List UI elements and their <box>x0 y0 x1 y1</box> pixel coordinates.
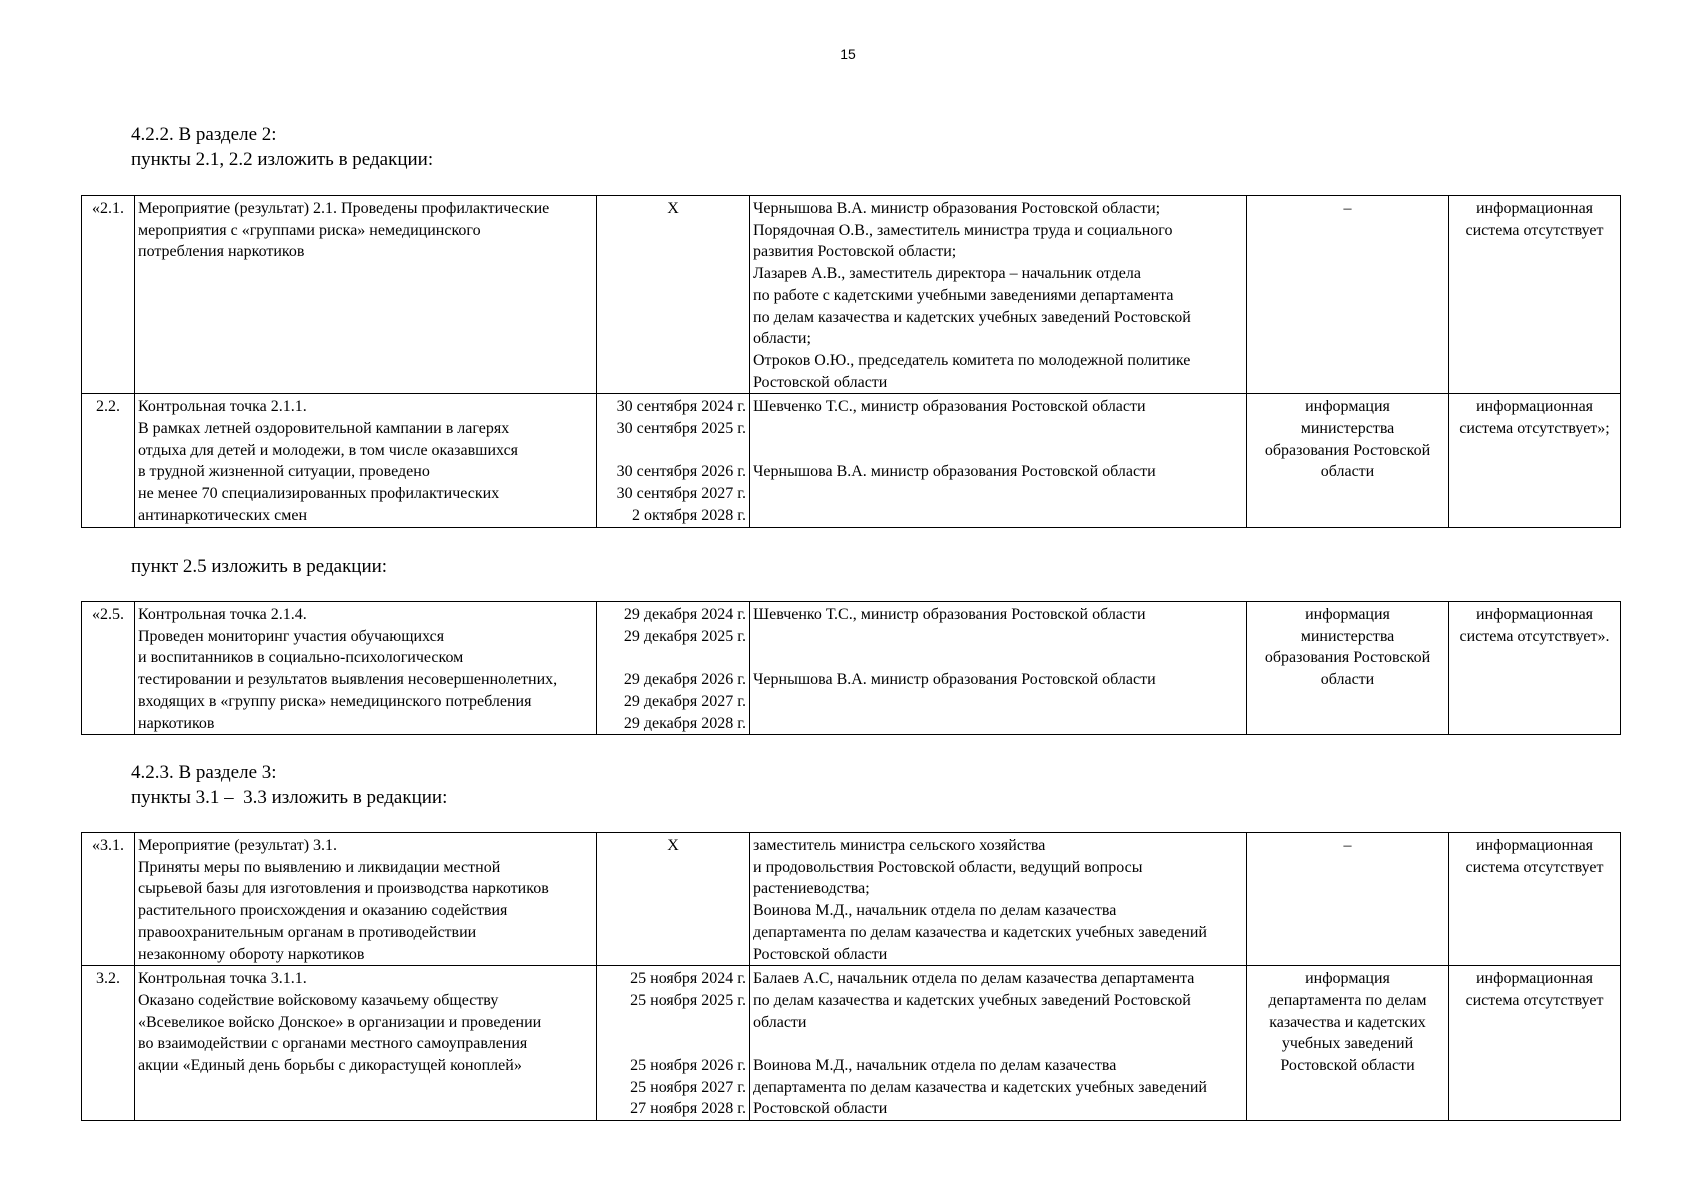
date-line: 29 декабря 2025 г. <box>623 627 746 645</box>
text-line: мероприятия с «группами риска» немедицинского <box>138 221 481 239</box>
row-number: «2.1. <box>82 196 135 394</box>
text-line: растениеводства; <box>753 880 870 898</box>
deadline: Х <box>597 196 750 394</box>
text-line: учебных заведений <box>1281 1035 1414 1053</box>
text-line: Ростовской области <box>753 373 888 391</box>
text-line: В рамках летней оздоровительной кампании в лагерях <box>138 420 510 438</box>
text-line: Проведен мониторинг участия обучающихся <box>138 627 445 645</box>
table-row-3-1 <box>82 833 1621 966</box>
text-line: Воинова М.Д., начальник отдела по делам казачества <box>753 1057 1117 1075</box>
date-line: 2 октября 2028 г. <box>632 506 746 524</box>
text-line: информация <box>1305 398 1390 416</box>
text-line: наркотиков <box>138 714 215 732</box>
text-line <box>753 626 1243 648</box>
information-system <box>1449 966 1621 1121</box>
confirming-document <box>1247 602 1449 735</box>
text-line: департамента по делам казачества и кадетских учебных заведений <box>753 923 1207 941</box>
text-line: акции «Единый день борьбы с дикорастущей коноплей» <box>138 1057 522 1075</box>
date-line: 30 сентября 2027 г. <box>616 485 746 503</box>
responsible-persons <box>750 833 1247 966</box>
table-section-2-item-2-5 <box>81 601 1621 735</box>
text-line <box>753 647 1243 669</box>
text-line: правоохранительным органам в противодействии <box>138 923 477 941</box>
event-description <box>135 394 597 527</box>
date-line: 29 декабря 2024 г. <box>623 606 746 623</box>
row-number: 3.2. <box>82 966 135 1121</box>
text-line <box>753 1033 1243 1055</box>
text-line: области <box>1320 671 1375 689</box>
date-line: 27 ноября 2028 г. <box>630 1100 746 1118</box>
date-line <box>600 1012 746 1034</box>
page-number: 15 <box>840 46 856 62</box>
text-line: заместитель министра сельского хозяйства <box>753 837 1046 854</box>
event-description <box>135 602 597 735</box>
event-description <box>135 966 597 1121</box>
responsible-persons <box>750 196 1247 394</box>
text-line: Оказано содействие войсковому казачьему обществу <box>138 991 499 1009</box>
text-line: система отсутствует <box>1465 221 1604 239</box>
text-line: области <box>1320 463 1375 481</box>
row-number: «3.1. <box>82 833 135 966</box>
deadlines <box>597 602 750 735</box>
text-line: система отсутствует <box>1465 991 1604 1009</box>
confirming-document <box>1247 966 1449 1121</box>
section-4-2-3-heading: 4.2.3. В разделе 3: <box>131 762 277 783</box>
text-line: по работе с кадетскими учебными заведениями департамента <box>753 286 1174 304</box>
text-line: департамента по делам казачества и кадетских учебных заведений <box>753 1078 1207 1096</box>
deadlines <box>597 394 750 527</box>
information-system <box>1449 394 1621 527</box>
text-line: информация <box>1305 606 1390 623</box>
text-line: Контрольная точка 3.1.1. <box>138 970 307 988</box>
table-section-2-items-2-1-2-2 <box>81 195 1621 528</box>
responsible-persons <box>750 602 1247 735</box>
text-line: входящих в «группу риска» немедицинского потребления <box>138 692 532 710</box>
text-line: система отсутствует». <box>1459 627 1610 645</box>
text-line: Контрольная точка 2.1.1. <box>138 398 307 416</box>
date-line: 30 сентября 2024 г. <box>616 398 746 416</box>
date-line: 29 декабря 2027 г. <box>623 692 746 710</box>
text-line: Чернышова В.А. министр образования Ростовской области <box>753 671 1156 689</box>
text-line: Приняты меры по выявлению и ликвидации местной <box>138 858 501 876</box>
text-line: информационная <box>1475 970 1594 988</box>
text-line: образования Ростовской <box>1264 441 1431 459</box>
event-description <box>135 833 597 966</box>
date-line: 25 ноября 2025 г. <box>630 991 746 1009</box>
text-line: информация <box>1305 970 1390 988</box>
deadlines <box>597 966 750 1121</box>
section-4-2-3-instruction: пункты 3.1 – 3.3 изложить в редакции: <box>131 787 448 808</box>
responsible-persons <box>750 394 1247 527</box>
text-line: информационная <box>1475 398 1594 416</box>
text-line: не менее 70 специализированных профилактических <box>138 485 500 503</box>
text-line: Отроков О.Ю., председатель комитета по молодежной политике <box>753 351 1191 369</box>
date-line: 25 ноября 2027 г. <box>630 1078 746 1096</box>
text-line: по делам казачества и кадетских учебных заведений Ростовской <box>753 308 1191 326</box>
deadline: Х <box>597 833 750 966</box>
text-line: Контрольная точка 2.1.4. <box>138 606 307 623</box>
text-line: Шевченко Т.С., министр образования Ростовской области <box>753 606 1146 623</box>
text-line: сырьевой базы для изготовления и производства наркотиков <box>138 880 549 898</box>
text-line: Ростовской области <box>1280 1057 1415 1075</box>
text-line: растительного происхождения и оказанию содействия <box>138 902 508 920</box>
information-system <box>1449 196 1621 394</box>
text-line: информационная <box>1475 606 1594 623</box>
text-line: области; <box>753 330 811 348</box>
information-system <box>1449 833 1621 966</box>
text-line: Чернышова В.А. министр образования Ростовской области <box>753 463 1156 481</box>
text-line: Мероприятие (результат) 3.1. <box>138 837 338 854</box>
text-line: тестировании и результатов выявления несовершеннолетних, <box>138 671 558 689</box>
date-line: 30 сентября 2026 г. <box>616 463 746 481</box>
text-line: во взаимодействии с органами местного самоуправления <box>138 1035 528 1053</box>
text-line: министерства <box>1300 627 1395 645</box>
responsible-persons <box>750 966 1247 1121</box>
item-2-5-instruction: пункт 2.5 изложить в редакции: <box>131 556 388 577</box>
text-line: потребления наркотиков <box>138 243 305 261</box>
confirming-document: – <box>1247 833 1449 966</box>
text-line: система отсутствует»; <box>1459 420 1610 438</box>
table-section-3-items-3-1-3-2 <box>81 832 1621 1121</box>
text-line: отдыха для детей и молодежи, в том числе оказавшихся <box>138 441 519 459</box>
text-line: информационная <box>1475 837 1594 854</box>
text-line: казачества и кадетских <box>1269 1013 1426 1031</box>
table-row-2-1 <box>82 196 1621 394</box>
row-number: «2.5. <box>82 602 135 735</box>
confirming-document: – <box>1247 196 1449 394</box>
text-line: в трудной жизненной ситуации, проведено <box>138 463 430 481</box>
text-line: Воинова М.Д., начальник отдела по делам казачества <box>753 902 1117 920</box>
text-line: развития Ростовской области; <box>753 243 957 261</box>
text-line: информационная <box>1475 200 1594 217</box>
text-line: Ростовской области <box>753 1100 888 1118</box>
section-4-2-2-heading: 4.2.2. В разделе 2: <box>131 124 277 145</box>
date-line: 30 сентября 2025 г. <box>616 420 746 438</box>
date-line <box>600 647 746 669</box>
date-line <box>600 1033 746 1055</box>
text-line: департамента по делам <box>1268 991 1427 1009</box>
text-line: по делам казачества и кадетских учебных заведений Ростовской <box>753 991 1191 1009</box>
text-line <box>753 440 1243 462</box>
event-description <box>135 196 597 394</box>
table-row-2-2 <box>82 394 1621 527</box>
text-line: министерства <box>1300 420 1395 438</box>
text-line: антинаркотических смен <box>138 506 308 524</box>
text-line: Шевченко Т.С., министр образования Ростовской области <box>753 398 1146 416</box>
text-line <box>753 418 1243 440</box>
text-line: образования Ростовской <box>1264 649 1431 667</box>
text-line: области <box>753 1013 807 1031</box>
text-line: Порядочная О.В., заместитель министра труда и социального <box>753 221 1173 239</box>
date-line: 25 ноября 2024 г. <box>630 970 746 988</box>
text-line: Ростовской области <box>753 945 888 963</box>
date-line: 29 декабря 2026 г. <box>623 671 746 689</box>
table-row-2-5 <box>82 602 1621 735</box>
date-line: 25 ноября 2026 г. <box>630 1057 746 1074</box>
date-line: 29 декабря 2028 г. <box>623 714 746 732</box>
table-row-3-2 <box>82 966 1621 1121</box>
text-line: «Всевеликое войско Донское» в организации и проведении <box>138 1013 542 1031</box>
text-line: Мероприятие (результат) 2.1. Проведены профилактические <box>138 200 550 217</box>
text-line: и продовольствия Ростовской области, ведущий вопросы <box>753 858 1143 876</box>
text-line: Лазарев А.В., заместитель директора – начальник отдела <box>753 265 1141 283</box>
text-line: система отсутствует <box>1465 858 1604 876</box>
section-4-2-2-instruction: пункты 2.1, 2.2 изложить в редакции: <box>131 149 434 170</box>
text-line: и воспитанников в социально-психологическом <box>138 649 464 667</box>
text-line: Балаев А.С, начальник отдела по делам казачества департамента <box>753 970 1195 988</box>
text-line: Чернышова В.А. министр образования Ростовской области; <box>753 200 1161 217</box>
text-line: незаконному обороту наркотиков <box>138 945 365 963</box>
information-system <box>1449 602 1621 735</box>
confirming-document <box>1247 394 1449 527</box>
row-number: 2.2. <box>82 394 135 527</box>
date-line <box>600 440 746 462</box>
